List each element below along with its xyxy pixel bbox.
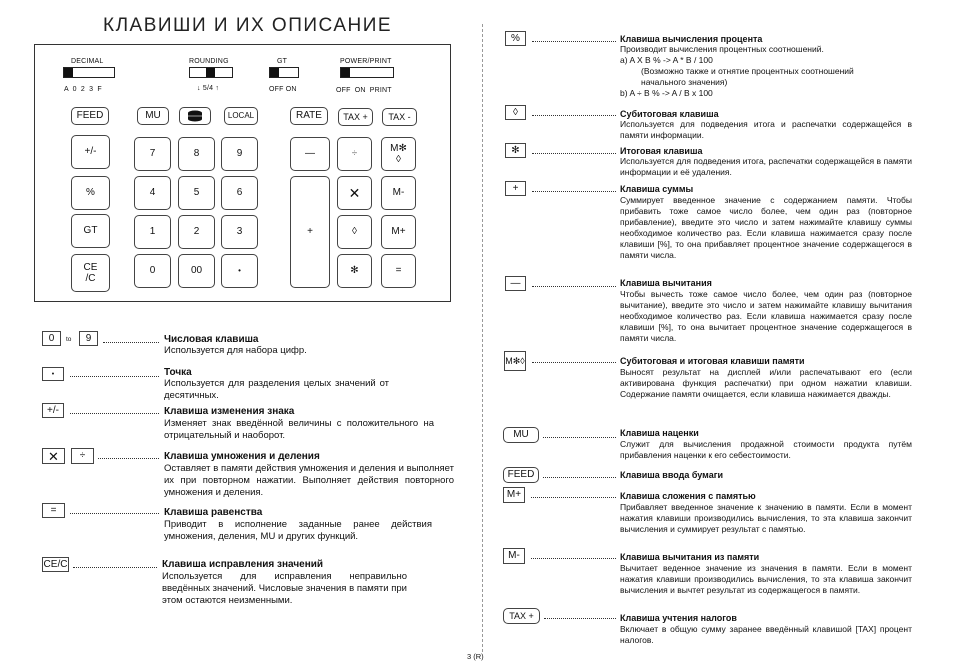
rate-key[interactable]: RATE	[290, 107, 328, 125]
item-text: Используется для разделения целых значений от десятичных.	[164, 378, 389, 401]
key-badge-diamond: ◊	[505, 105, 526, 120]
leader-dots	[70, 413, 159, 414]
decimal-ticks: A 0 2 3 F	[64, 86, 102, 93]
power-print-label: POWER/PRINT	[340, 58, 392, 65]
item-text: Вычитает веденное значение из значения в памяти. Если в момент нажатия клавиши производились вычисления, то эта клавиша закончит вычисления и вычтет результат из содержащегося в памяти.	[620, 563, 912, 595]
key-7[interactable]: 7	[134, 137, 171, 171]
key-5[interactable]: 5	[178, 176, 215, 210]
key-badge-dot: •	[42, 367, 64, 381]
diamond-key[interactable]: ◊	[337, 215, 372, 249]
leader-dots	[532, 362, 616, 363]
item-heading: Клавиша исправления значений	[162, 559, 324, 570]
item-text: Используется для подведения итога и распечатки содержащейся в памяти информации.	[620, 119, 912, 140]
leader-dots	[98, 458, 159, 459]
leader-dots	[531, 558, 616, 559]
memory-minus-key[interactable]: M-	[381, 176, 416, 210]
times-key[interactable]: ✕	[337, 176, 372, 210]
rounding-ticks: ↓ 5/4 ↑	[197, 85, 220, 92]
item-text: Чтобы вычесть тоже самое число более, чем один раз (повторное вычитание), введите это число и затем нажимайте клавишу вычитания необходимое количество раз. Если клавиша нажимается сразу после клавиши [%], то она вычитает процентное значение содержащегося в памяти числа.	[620, 289, 912, 343]
equals-key[interactable]: =	[381, 254, 416, 288]
minus-key[interactable]: —	[290, 137, 330, 171]
item-heading: Клавиша ввода бумаги	[620, 470, 723, 480]
item-text: Оставляет в памяти действия умножения и деления и выполняет их при повторном нажатии. Выполняет действия повторного умножения и деления.	[164, 463, 454, 498]
leader-dots	[532, 191, 616, 192]
key-badge-memory-minus: M-	[503, 548, 525, 564]
item-text: Производит вычисления процентных соотношений.	[620, 44, 824, 54]
key-badge-memory-star: M✻◊	[504, 351, 526, 371]
power-print-ticks: OFF ON PRINT	[336, 87, 392, 94]
item-heading: Клавиша учтения налогов	[620, 613, 737, 623]
feed-key[interactable]: FEED	[71, 107, 109, 125]
key-badge-equals: =	[42, 503, 65, 518]
key-badge-9: 9	[79, 331, 98, 346]
key-badge-times: ✕	[42, 448, 65, 464]
mu-key[interactable]: MU	[137, 107, 169, 125]
item-text: начального значения)	[641, 77, 728, 87]
dot-key[interactable]: •	[221, 254, 258, 288]
key-1[interactable]: 1	[134, 215, 171, 249]
plus-key[interactable]: +	[290, 176, 330, 288]
tax-plus-key[interactable]: TAX +	[338, 108, 373, 126]
key-badge-0: 0	[42, 331, 61, 346]
leader-dots	[70, 513, 159, 514]
key-badge-minus: —	[505, 276, 526, 291]
star-key[interactable]: ✻	[337, 254, 372, 288]
item-text: Выносят результат на дисплей и/или распечатывают его (если активирована функция распечатки) при одном нажатии клавиши. Содержание памяти очищается, если клавиша нажимается дважды.	[620, 367, 912, 399]
item-text: Используется для подведения итога, распечатки содержащейся в памяти информации и её удаления.	[620, 156, 912, 177]
item-text: (Возможно также и отнятие процентных соотношений	[641, 66, 854, 76]
key-badge-memory-plus: M+	[503, 487, 525, 503]
key-badge-divide: ÷	[71, 448, 94, 464]
leader-dots	[543, 437, 616, 438]
sign-key[interactable]: +/-	[71, 135, 110, 169]
percent-key[interactable]: %	[71, 176, 110, 210]
item-text: Приводит в исполнение заданные ранее действия умножения, деления, MU и других функций.	[164, 519, 432, 542]
power-print-switch[interactable]	[340, 67, 394, 78]
decimal-label: DECIMAL	[71, 58, 104, 65]
leader-dots	[532, 115, 616, 116]
memory-plus-key[interactable]: M+	[381, 215, 416, 249]
key-00[interactable]: 00	[178, 254, 215, 288]
item-text: Включает в общую сумму заранее введённый клавишой [TAX] процент налогов.	[620, 624, 912, 645]
leader-dots	[532, 41, 616, 42]
key-badge-sign: +/-	[42, 403, 64, 418]
ce-c-key[interactable]: CE /C	[71, 254, 110, 292]
leader-dots	[70, 376, 159, 377]
item-heading: Клавиша вычитания	[620, 278, 712, 288]
column-divider	[482, 24, 483, 652]
rounding-label: ROUNDING	[189, 58, 229, 65]
leader-dots	[532, 153, 616, 154]
tax-minus-key[interactable]: TAX -	[382, 108, 417, 126]
memory-star-key[interactable]: M✻ ◊	[381, 137, 416, 171]
key-6[interactable]: 6	[221, 176, 258, 210]
key-4[interactable]: 4	[134, 176, 171, 210]
key-badge-percent: %	[505, 31, 526, 46]
item-heading: Точка	[164, 367, 192, 378]
item-heading: Клавиша сложения с памятью	[620, 491, 756, 501]
item-heading: Числовая клавиша	[164, 334, 259, 345]
key-2[interactable]: 2	[178, 215, 215, 249]
item-heading: Субитоговая и итоговая клавиши памяти	[620, 356, 805, 366]
leader-dots	[103, 342, 159, 343]
item-heading: Клавиша вычитания из памяти	[620, 552, 760, 562]
key-0[interactable]: 0	[134, 254, 171, 288]
keyboard-panel	[34, 44, 451, 302]
item-heading: Клавиша равенства	[164, 507, 263, 518]
decimal-switch[interactable]	[63, 67, 115, 78]
leader-dots	[544, 618, 616, 619]
item-text: a) A X B % -> A * B / 100	[620, 55, 713, 65]
leader-dots	[543, 477, 616, 478]
item-text: b) A ÷ B % -> A / B x 100	[620, 88, 713, 98]
key-badge-plus: +	[505, 181, 526, 196]
rounding-switch[interactable]	[189, 67, 233, 78]
coin-key[interactable]	[179, 107, 211, 125]
item-heading: Субитоговая клавиша	[620, 109, 719, 119]
item-text: Суммирует введенное значение с содержанием памяти. Чтобы прибавить тоже самое число более, чем один раз (повторное прибавление), введите это число и затем нажимайте клавишу суммы необходимое количество раз. Если клавиша нажимается сразу после клавиши [%], то она прибавляет процентное значение содержащегося в памяти числа.	[620, 195, 912, 260]
key-8[interactable]: 8	[178, 137, 215, 171]
key-badge-mu: MU	[503, 427, 539, 443]
item-text: Служит для вычисления продажной стоимости продукта путём прибавления наценки к его себестоимости.	[620, 439, 912, 460]
page-title: КЛАВИШИ И ИХ ОПИСАНИЕ	[103, 15, 393, 36]
key-3[interactable]: 3	[221, 215, 258, 249]
gt-key[interactable]: GT	[71, 214, 110, 248]
key-badge-star: ✻	[505, 143, 526, 158]
leader-dots	[532, 286, 616, 287]
key-9[interactable]: 9	[221, 137, 258, 171]
gt-ticks: OFF ON	[269, 86, 297, 93]
coin-stack-icon	[187, 110, 203, 122]
item-heading: Клавиша умножения и деления	[164, 451, 320, 462]
item-heading: Клавиша наценки	[620, 428, 699, 438]
range-to: to	[66, 336, 72, 343]
item-text: Изменяет знак введённой величины с положительного на отрицательный и наоборот.	[164, 418, 434, 441]
item-text: Используется для исправления неправильно введённых значений. Числовые значения в памяти при этом остаются неизменными.	[162, 571, 407, 606]
item-heading: Клавиша изменения знака	[164, 406, 295, 417]
item-text: Используется для набора цифр.	[164, 345, 307, 356]
divide-key[interactable]: ÷	[337, 137, 372, 171]
leader-dots	[531, 497, 616, 498]
gt-switch-label: GT	[277, 58, 288, 65]
leader-dots	[73, 567, 157, 568]
item-heading: Итоговая клавиша	[620, 146, 703, 156]
item-heading: Клавиша суммы	[620, 184, 694, 194]
local-key[interactable]: LOCAL	[224, 107, 258, 125]
page-number: 3 (R)	[467, 652, 484, 661]
key-badge-tax-plus: TAX +	[503, 608, 540, 624]
key-badge-feed: FEED	[503, 467, 539, 483]
item-text: Прибавляет введенное значение к значению в памяти. Если в момент нажатия клавиши производились вычисления, то эта клавиша закончит вычисления и суммирует результат с памятью.	[620, 502, 912, 534]
key-badge-ce-c: CE/C	[42, 557, 69, 572]
item-heading: Клавиша вычисления процента	[620, 34, 763, 44]
gt-switch[interactable]	[269, 67, 299, 78]
